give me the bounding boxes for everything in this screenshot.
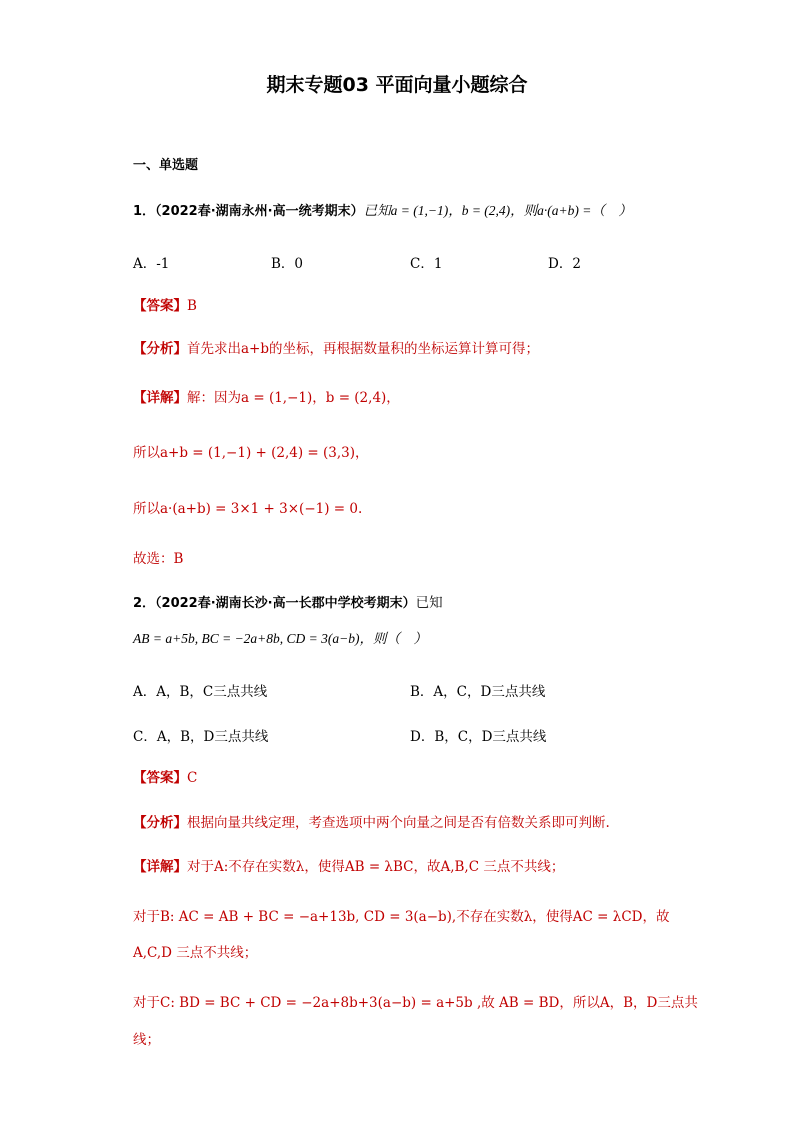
detail-tag: 【详解】 (133, 859, 187, 875)
analysis-tag: 【分析】 (133, 341, 187, 357)
q2-option-d: D．B，C，D三点共线 (410, 729, 547, 745)
q2-detail-b-line-1: 对于B: AC = AB + BC = −a+13b, CD = 3(a−b),不存在实数λ，使得AC = λCD，故 (133, 909, 670, 925)
answer-tag: 【答案】 (133, 770, 187, 786)
q2-detail-c-line-2: 线； (133, 1032, 160, 1048)
q1-detail-line-2: 所以a+b = (1,−1) + (2,4) = (3,3)， (133, 445, 369, 461)
section-heading: 一、单选题 (133, 158, 199, 173)
q2-option-a: A．A，B，C三点共线 (133, 684, 268, 700)
detail-tag: 【详解】 (133, 390, 187, 406)
q2-analysis (133, 814, 610, 832)
q2-detail-b-line-2: A,C,D 三点不共线； (133, 945, 258, 961)
answer-value: C (187, 770, 198, 786)
detail-text: 解：因为a = (1,−1)，b = (2,4)， (187, 390, 400, 406)
question-1-text: 已知a = (1,−1)，b = (2,4)，则a·(a+b) =（ ） (363, 203, 632, 218)
q1-option-c: C．1 (410, 256, 443, 272)
q1-option-b: B．0 (271, 256, 304, 272)
question-2-source: 2．（2022春·湖南长沙·高一长郡中学校考期末） (133, 596, 416, 611)
analysis-text: 首先求出a+b的坐标，再根据数量积的坐标运算计算可得； (187, 341, 540, 357)
q1-choose: 故选：B (133, 551, 184, 567)
page-title: 期末专题03 平面向量小题综合 (266, 74, 528, 96)
q1-detail-line-3: 所以a·(a+b) = 3×1 + 3×(−1) = 0. (133, 501, 363, 517)
q2-detail-c-line-1: 对于C: BD = BC + CD = −2a+8b+3(a−b) = a+5b ,故 AB = BD，所以A，B，D三点共 (133, 995, 698, 1011)
q1-analysis (133, 340, 539, 358)
question-2-lead: 已知 (415, 595, 443, 611)
answer-value: B (187, 298, 197, 314)
question-2-formula: AB = a+5b, BC = −2a+8b, CD = 3(a−b)，则（ ） (133, 631, 428, 646)
question-2-stem (133, 594, 443, 613)
q1-option-a: A．-1 (133, 256, 170, 272)
q1-answer (133, 297, 197, 315)
analysis-text: 根据向量共线定理，考查选项中两个向量之间是否有倍数关系即可判断. (187, 815, 610, 831)
analysis-tag: 【分析】 (133, 815, 187, 831)
q2-option-b: B．A，C，D三点共线 (410, 684, 546, 700)
detail-text: 对于A:不存在实数λ，使得AB = λBC，故A,B,C 三点不共线； (187, 859, 565, 875)
question-1-stem (133, 202, 632, 221)
q1-detail (133, 389, 400, 407)
q2-detail (133, 858, 564, 876)
question-1-source: 1．（2022春·湖南永州·高一统考期末） (133, 204, 364, 219)
q2-option-c: C．A，B，D三点共线 (133, 729, 269, 745)
q2-answer (133, 769, 197, 787)
answer-tag: 【答案】 (133, 298, 187, 314)
q1-option-d: D．2 (548, 256, 581, 272)
